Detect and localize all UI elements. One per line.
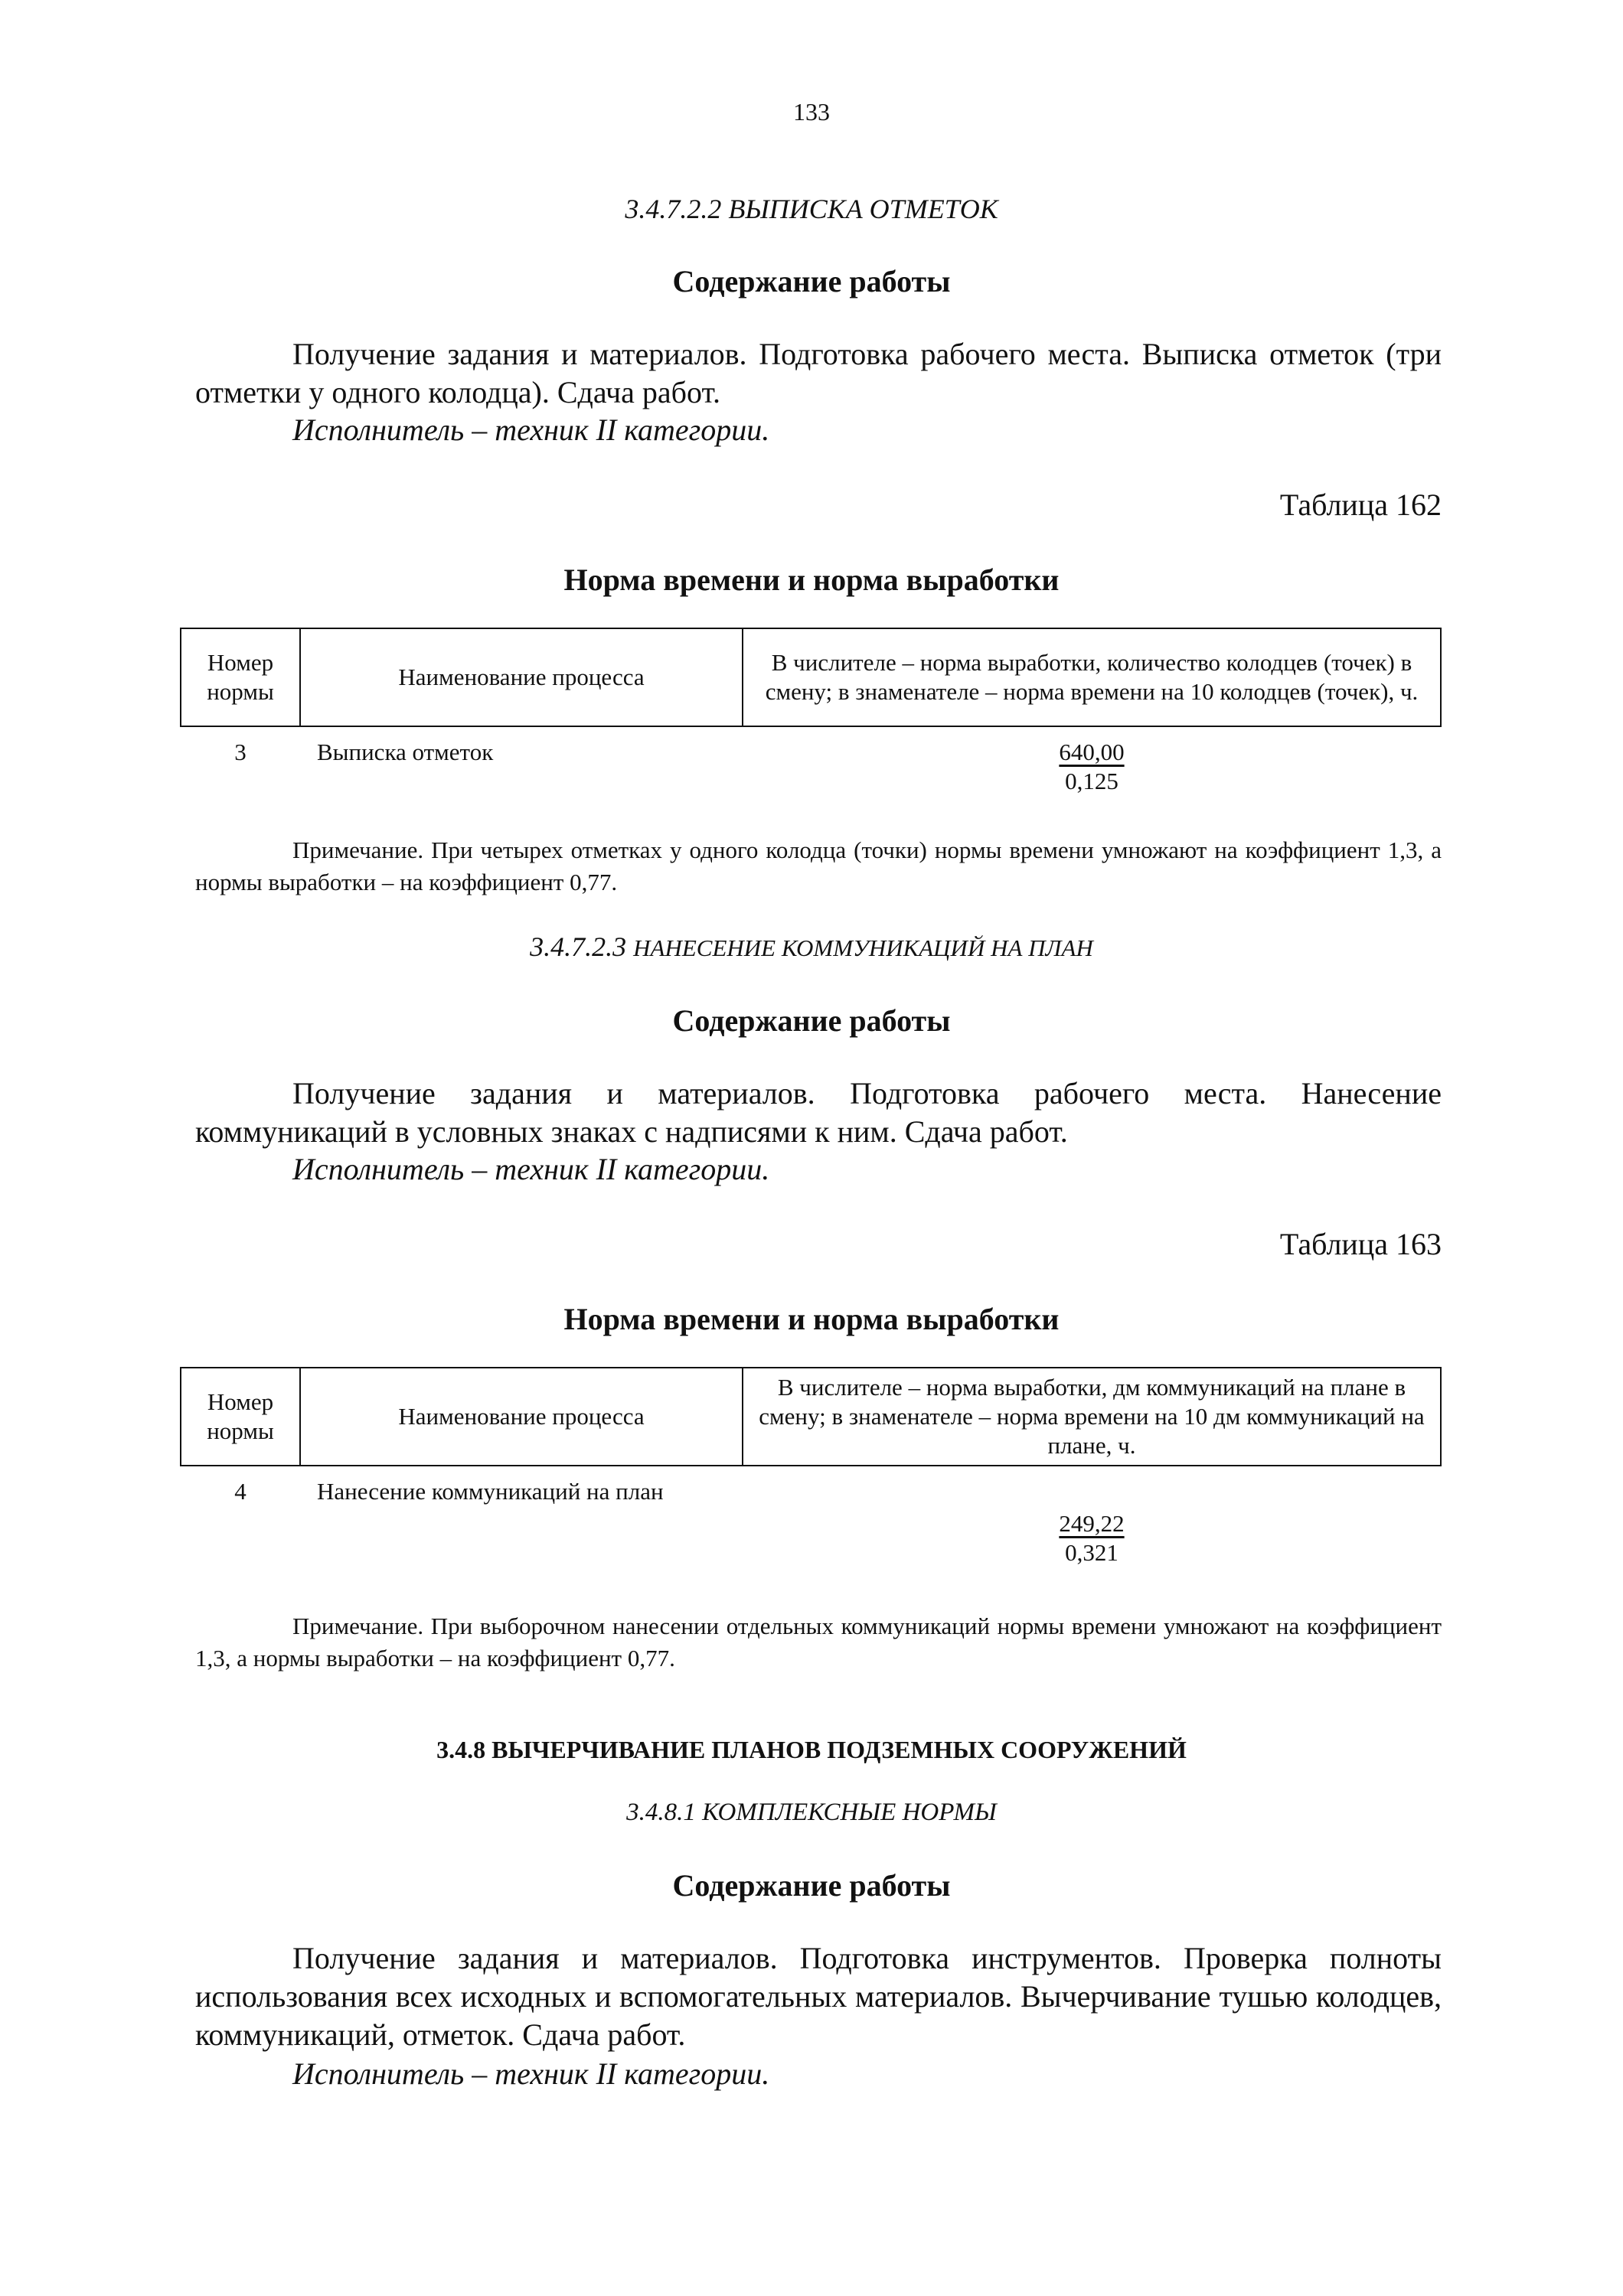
time-norm: 0,321 <box>1065 1539 1118 1566</box>
table-title: Норма времени и норма выработки <box>563 1302 1060 1336</box>
work-content-text: Получение задания и материалов. Подготовка рабочего места. Выписка отметок (три отметки у одного колодца). Сдача работ. <box>195 337 1442 409</box>
work-content-text: Получение задания и материалов. Подготовка инструментов. Проверка полноты использования всех исходных и вспомогательных материалов. Вычерчивание тушью колодцев, коммуникаций, отметок. Сдача работ. <box>195 1941 1442 2052</box>
process-name: Выписка отметок <box>317 739 494 765</box>
content-heading: Содержание работы <box>672 1003 951 1038</box>
executor-line: Исполнитель – техник II категории. <box>292 413 770 447</box>
table-label-162: Таблица 162 <box>1279 488 1442 522</box>
header-norm-number: Номер нормы <box>181 628 300 726</box>
sub-heading-3-4-7-2-2: 3.4.7.2.2 ВЫПИСКА ОТМЕТОК <box>625 194 998 224</box>
norm-number: 4 <box>234 1478 247 1505</box>
content-heading: Содержание работы <box>672 264 951 298</box>
page-number: 133 <box>793 98 830 126</box>
table-note: Примечание. При четырех отметках у одного колодца (точки) нормы времени умножают на коэффициент 1,3, а нормы выработки – на коэффициент 0,77. <box>195 837 1442 895</box>
norm-number: 3 <box>234 739 247 765</box>
norms-table-162 <box>180 628 1442 799</box>
table-note: Примечание. При выборочном нанесении отдельных коммуникаций нормы времени умножают на коэффициент 1,3, а нормы выработки – на коэффициент 0,77. <box>195 1613 1442 1671</box>
output-norm: 249,22 <box>1059 1510 1125 1537</box>
sub-heading-3-4-8-1: 3.4.8.1 КОМПЛЕКСНЫЕ НОРМЫ <box>626 1799 997 1826</box>
output-norm: 640,00 <box>1059 739 1125 765</box>
content-heading: Содержание работы <box>672 1868 951 1903</box>
header-process-name: Наименование процесса <box>300 628 743 726</box>
header-process-name: Наименование процесса <box>300 1368 743 1466</box>
norm-fraction <box>1059 1509 1124 1567</box>
sub-heading-number: 3.4.7.2.3 <box>530 931 627 962</box>
sub-heading-text: НАНЕСЕНИЕ КОММУНИКАЦИЙ НА ПЛАН <box>633 934 1093 961</box>
header-norm-number: Номер нормы <box>181 1368 300 1466</box>
executor-line: Исполнитель – техник II категории. <box>292 1152 770 1186</box>
table-title: Норма времени и норма выработки <box>563 563 1060 597</box>
executor-line: Исполнитель – техник II категории. <box>292 2056 770 2091</box>
table-row <box>181 1466 1441 1570</box>
chapter-heading-3-4-8: 3.4.8 ВЫЧЕРЧИВАНИЕ ПЛАНОВ ПОДЗЕМНЫХ СООРУЖЕНИЙ <box>436 1736 1187 1763</box>
work-content-text: Получение задания и материалов. Подготовка рабочего места. Нанесение коммуникаций в условных знаках с надписями к ним. Сдача работ. <box>195 1076 1442 1149</box>
norm-fraction <box>1059 738 1124 796</box>
table-row <box>181 726 1441 799</box>
header-norm-values: В числителе – норма выработки, дм коммуникаций на плане в смену; в знаменателе – норма времени на 10 дм коммуникаций на плане, ч. <box>743 1368 1441 1466</box>
process-name: Нанесение коммуникаций на план <box>317 1478 664 1505</box>
header-norm-values: В числителе – норма выработки, количество колодцев (точек) в смену; в знаменателе – норма времени на 10 колодцев (точек), ч. <box>743 628 1441 726</box>
norms-table-163 <box>180 1367 1442 1570</box>
sub-heading-3-4-7-2-3 <box>0 931 1623 963</box>
table-label-163: Таблица 163 <box>1279 1227 1442 1261</box>
time-norm: 0,125 <box>1065 768 1118 794</box>
